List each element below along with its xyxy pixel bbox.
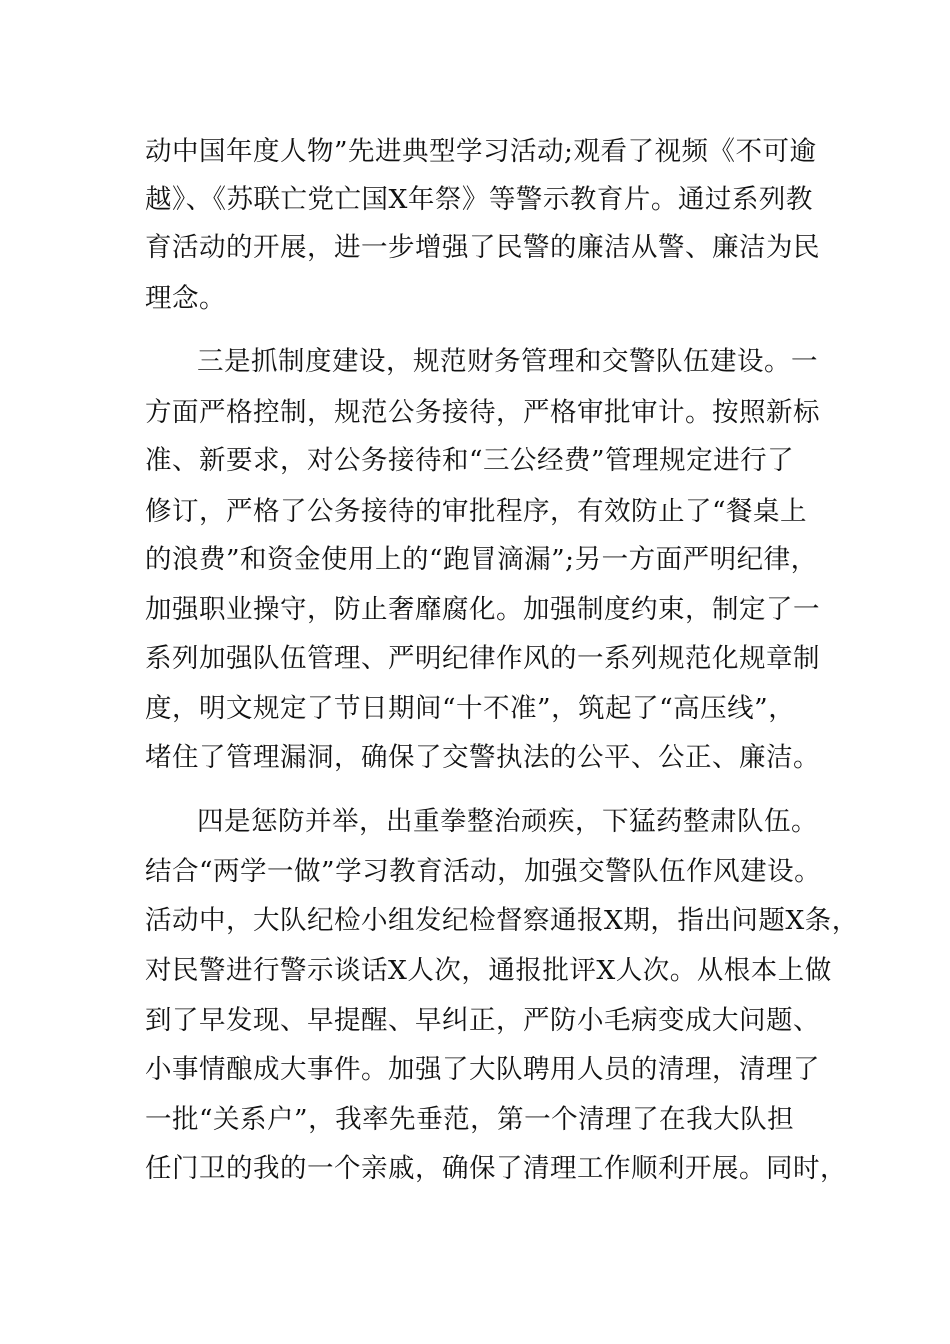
paragraph-first-line: 四是惩防并举，出重拳整治顽疾，下猛药整肃队伍。 xyxy=(197,806,818,837)
text-line: 方面严格控制，规范公务接待，严格审批审计。按照新标 xyxy=(145,397,820,428)
text-line: 对民警进行警示谈话X人次，通报批评X人次。从根本上做 xyxy=(145,955,832,986)
text-line: 理念。 xyxy=(145,283,226,314)
text-line: 任门卫的我的一个亲戚，确保了清理工作顺利开展。同时， xyxy=(145,1153,847,1184)
text-line: 到了早发现、早提醒、早纠正，严防小毛病变成大问题、 xyxy=(145,1005,820,1036)
text-line: 堵住了管理漏洞，确保了交警执法的公平、公正、廉洁。 xyxy=(145,742,820,773)
text-line: 修订，严格了公务接待的审批程序，有效防止了“餐桌上 xyxy=(145,496,808,527)
paragraph-first-line: 三是抓制度建设，规范财务管理和交警队伍建设。一 xyxy=(197,346,818,377)
text-line: 结合“两学一做”学习教育活动，加强交警队伍作风建设。 xyxy=(145,856,822,887)
text-line: 加强职业操守，防止奢靡腐化。加强制度约束，制定了一 xyxy=(145,594,820,625)
text-line: 准、新要求，对公务接待和“三公经费”管理规定进行了 xyxy=(145,445,795,476)
text-line: 活动中，大队纪检小组发纪检督察通报X期，指出问题X条， xyxy=(145,905,859,936)
text-line: 的浪费”和资金使用上的“跑冒滴漏”;另一方面严明纪律， xyxy=(145,544,818,575)
text-line: 动中国年度人物”先进典型学习活动;观看了视频《不可逾 xyxy=(145,136,817,167)
text-line: 小事情酿成大事件。加强了大队聘用人员的清理，清理了 xyxy=(145,1054,820,1085)
text-line: 一批“关系户”，我率先垂范，第一个清理了在我大队担 xyxy=(145,1104,795,1135)
text-line: 度，明文规定了节日期间“十不准”，筑起了“高压线”， xyxy=(145,693,796,724)
text-line: 越》、《苏联亡党亡国X年祭》等警示教育片。通过系列教 xyxy=(145,184,813,215)
text-line: 系列加强队伍管理、严明纪律作风的一系列规范化规章制 xyxy=(145,643,820,674)
text-line: 育活动的开展，进一步增强了民警的廉洁从警、廉洁为民 xyxy=(145,232,820,263)
